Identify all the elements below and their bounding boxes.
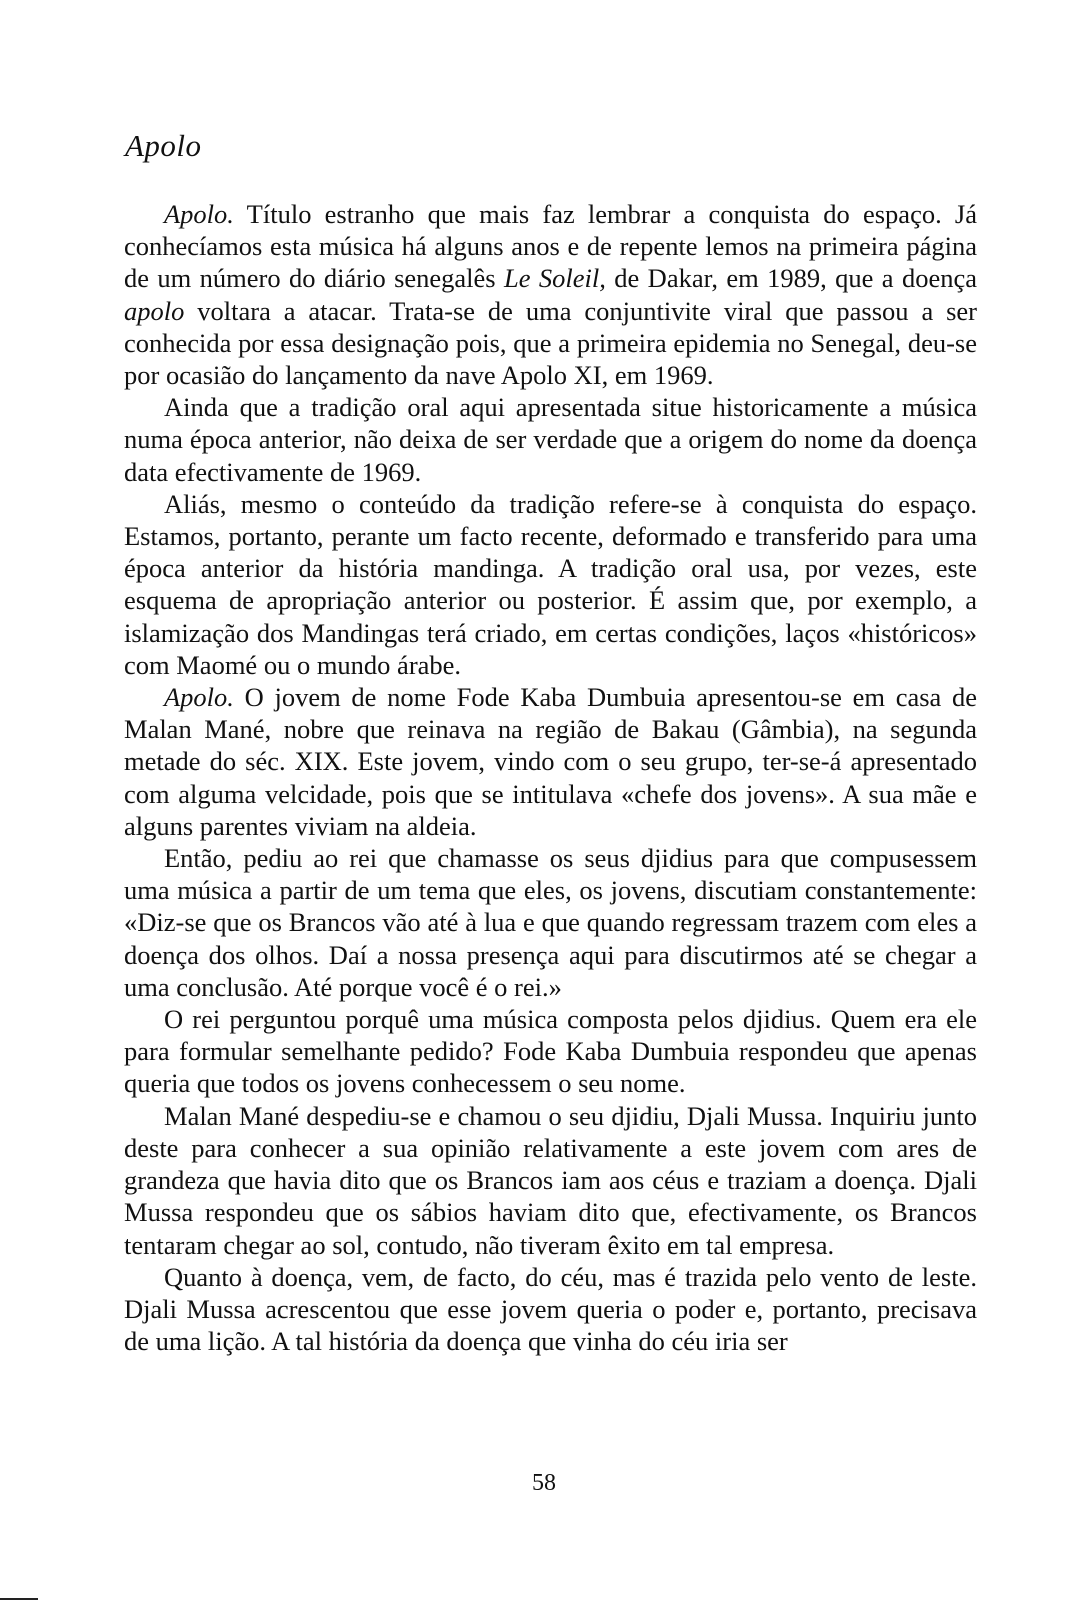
chapter-title: Apolo: [125, 128, 202, 163]
paragraph-3: [124, 488, 977, 681]
paragraph-8: [124, 1261, 977, 1358]
paragraph-text: voltara a atacar. Trata-se de uma conjuntivite viral que passou a ser conhecida por essa designação pois, que a primeira epidemia no Senegal, deu-se por ocasião do lançamento da nave Apolo XI, em 1969.: [124, 295, 977, 391]
italic-term: Apolo.: [164, 682, 234, 713]
paragraph-6: [124, 1003, 977, 1100]
paragraph-5: [124, 842, 977, 1003]
paragraph-text: Então, pediu ao rei que chamasse os seus djidius para que compusessem uma música a partir de um tema que eles, os jovens, discutiam constantemente: «Diz-se que os Brancos vão até à lua e que quando regressam trazem com eles a doença dos olhos. Daí a nossa presença aqui para discutirmos até se chegar a uma conclusão. Até porque você é o rei.»: [124, 843, 977, 1002]
page-number: 58: [532, 1470, 556, 1496]
paragraph-text: Aliás, mesmo o conteúdo da tradição refere-se à conquista do espaço. Estamos, portanto, perante um facto recente, deformado e transferido para uma época anterior da história mandinga. A tradição oral usa, por vezes, este esquema de apropriação anterior ou posterior. É assim que, por exemplo, a islamização dos Mandingas terá criado, em certas condições, laços «históricos» com Maomé ou o mundo árabe.: [124, 488, 977, 680]
paragraph-4: [124, 681, 977, 842]
body-text: [124, 198, 977, 1357]
italic-term: apolo: [124, 295, 185, 326]
paragraph-1: [124, 198, 977, 391]
paragraph-7: [124, 1100, 977, 1261]
paragraph-text: Ainda que a tradição oral aqui apresentada situe historicamente a música numa época anterior, não deixa de ser verdade que a origem do nome da doença data efectivamente de 1969.: [124, 392, 977, 487]
paragraph-2: [124, 391, 977, 488]
paragraph-text: O jovem de nome Fode Kaba Dumbuia apresentou-se em casa de Malan Mané, nobre que reinava na região de Bakau (Gâmbia), na segunda metade do séc. XIX. Este jovem, vindo com o seu grupo, ter-se-á apresentado com alguma velcidade, pois que se intitulava «chefe dos jovens». A sua mãe e alguns parentes viviam na aldeia.: [124, 682, 977, 841]
paragraph-text: de Dakar, em 1989, que a doença: [605, 263, 977, 294]
paragraph-text: Malan Mané despediu-se e chamou o seu djidiu, Djali Mussa. Inquiriu junto deste para conhecer a sua opinião relativamente a este jovem com ares de grandeza que havia dito que os Brancos iam aos céus e traziam a doença. Djali Mussa respondeu que os sábios haviam dito que, efectivamente, os Brancos tentaram chegar ao sol, contudo, não tiveram êxito em tal empresa.: [124, 1100, 977, 1260]
paragraph-text: Título estranho que mais faz lembrar a conquista do espaço. Já conhecíamos esta música há alguns anos e de repente lemos na primeira página de um número do diário senegalês: [124, 199, 977, 294]
paragraph-text: Quanto à doença, vem, de facto, do céu, mas é trazida pelo vento de leste. Djali Mussa acrescentou que esse jovem queria o poder e, portanto, precisava de uma lição. A tal história da doença que vinha do céu iria ser: [124, 1261, 977, 1357]
newspaper-title: Le Soleil,: [504, 263, 606, 294]
italic-term: Apolo.: [164, 199, 234, 229]
paragraph-text: O rei perguntou porquê uma música composta pelos djidius. Quem era ele para formular semelhante pedido? Fode Kaba Dumbuia respondeu que apenas queria que todos os jovens conhecessem o seu nome.: [124, 1004, 977, 1099]
